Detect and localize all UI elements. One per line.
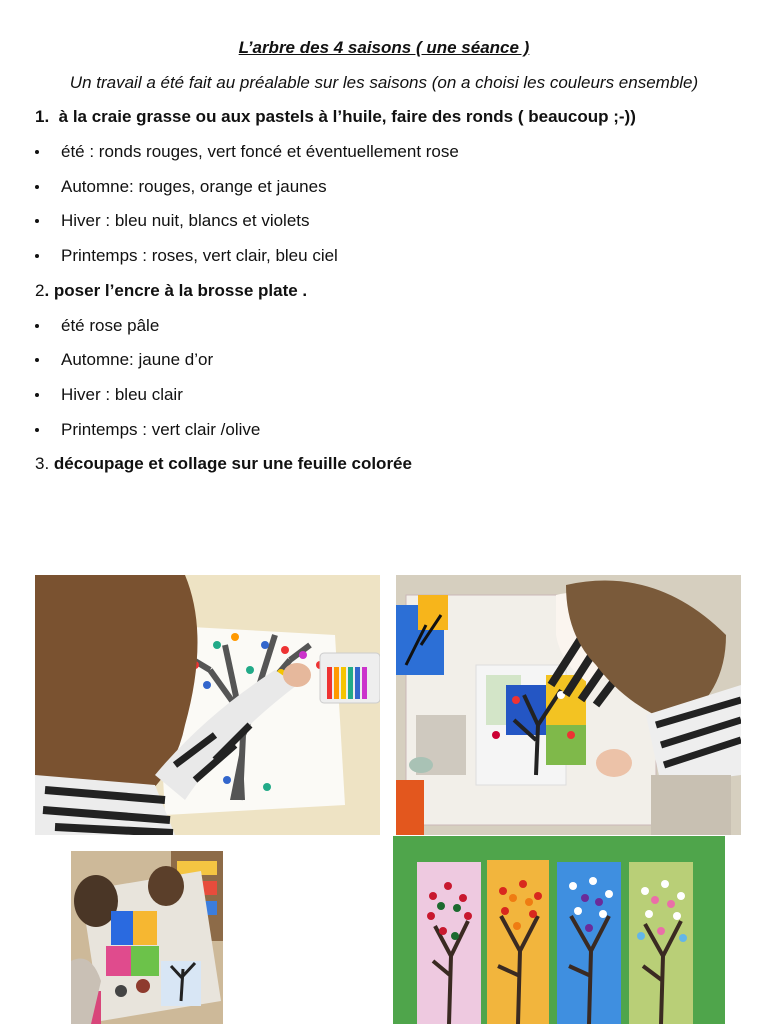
bullet-icon: [35, 324, 39, 328]
photo-child-painting-ink: [396, 575, 741, 835]
step-3-number: 3.: [35, 454, 50, 473]
step-2: [35, 281, 307, 301]
bullet-icon: [35, 150, 39, 154]
photo-four-season-trees: [393, 836, 725, 1024]
step-1-text: à la craie grasse ou aux pastels à l’huile, faire des ronds ( beaucoup ;-)): [58, 107, 636, 126]
document-subtitle: Un travail a été fait au préalable sur les saisons (on a choisi les couleurs ensemble): [69, 73, 699, 92]
list-item-text: Printemps : roses, vert clair, bleu ciel: [61, 246, 338, 265]
step-1-number: 1.: [35, 107, 50, 126]
list-item-text: Hiver : bleu nuit, blancs et violets: [61, 211, 310, 230]
step-3-text: découpage et collage sur une feuille colorée: [53, 454, 412, 473]
list-item-text: Automne: rouges, orange et jaunes: [61, 177, 327, 196]
list-item-text: Printemps : vert clair /olive: [61, 420, 261, 439]
bullet-icon: [35, 185, 39, 189]
bullet-icon: [35, 393, 39, 397]
bullet-icon: [35, 219, 39, 223]
step-3: [35, 454, 412, 474]
document-title: L’arbre des 4 saisons ( une séance ): [238, 38, 530, 57]
photo-child-drawing-tree: [35, 575, 380, 835]
photo-classroom-overview: [71, 851, 223, 1024]
bullet-icon: [35, 428, 39, 432]
step-1: [35, 107, 636, 127]
list-item-text: Automne: jaune d’or: [61, 350, 214, 369]
list-item-text: été : ronds rouges, vert foncé et éventuellement rose: [61, 142, 459, 161]
bullet-icon: [35, 254, 39, 258]
step-2-number: 2: [35, 281, 45, 300]
step-2-text: . poser l’encre à la brosse plate .: [44, 281, 308, 300]
bullet-icon: [35, 358, 39, 362]
list-item-text: Hiver : bleu clair: [61, 385, 183, 404]
list-item-text: été rose pâle: [61, 316, 160, 335]
